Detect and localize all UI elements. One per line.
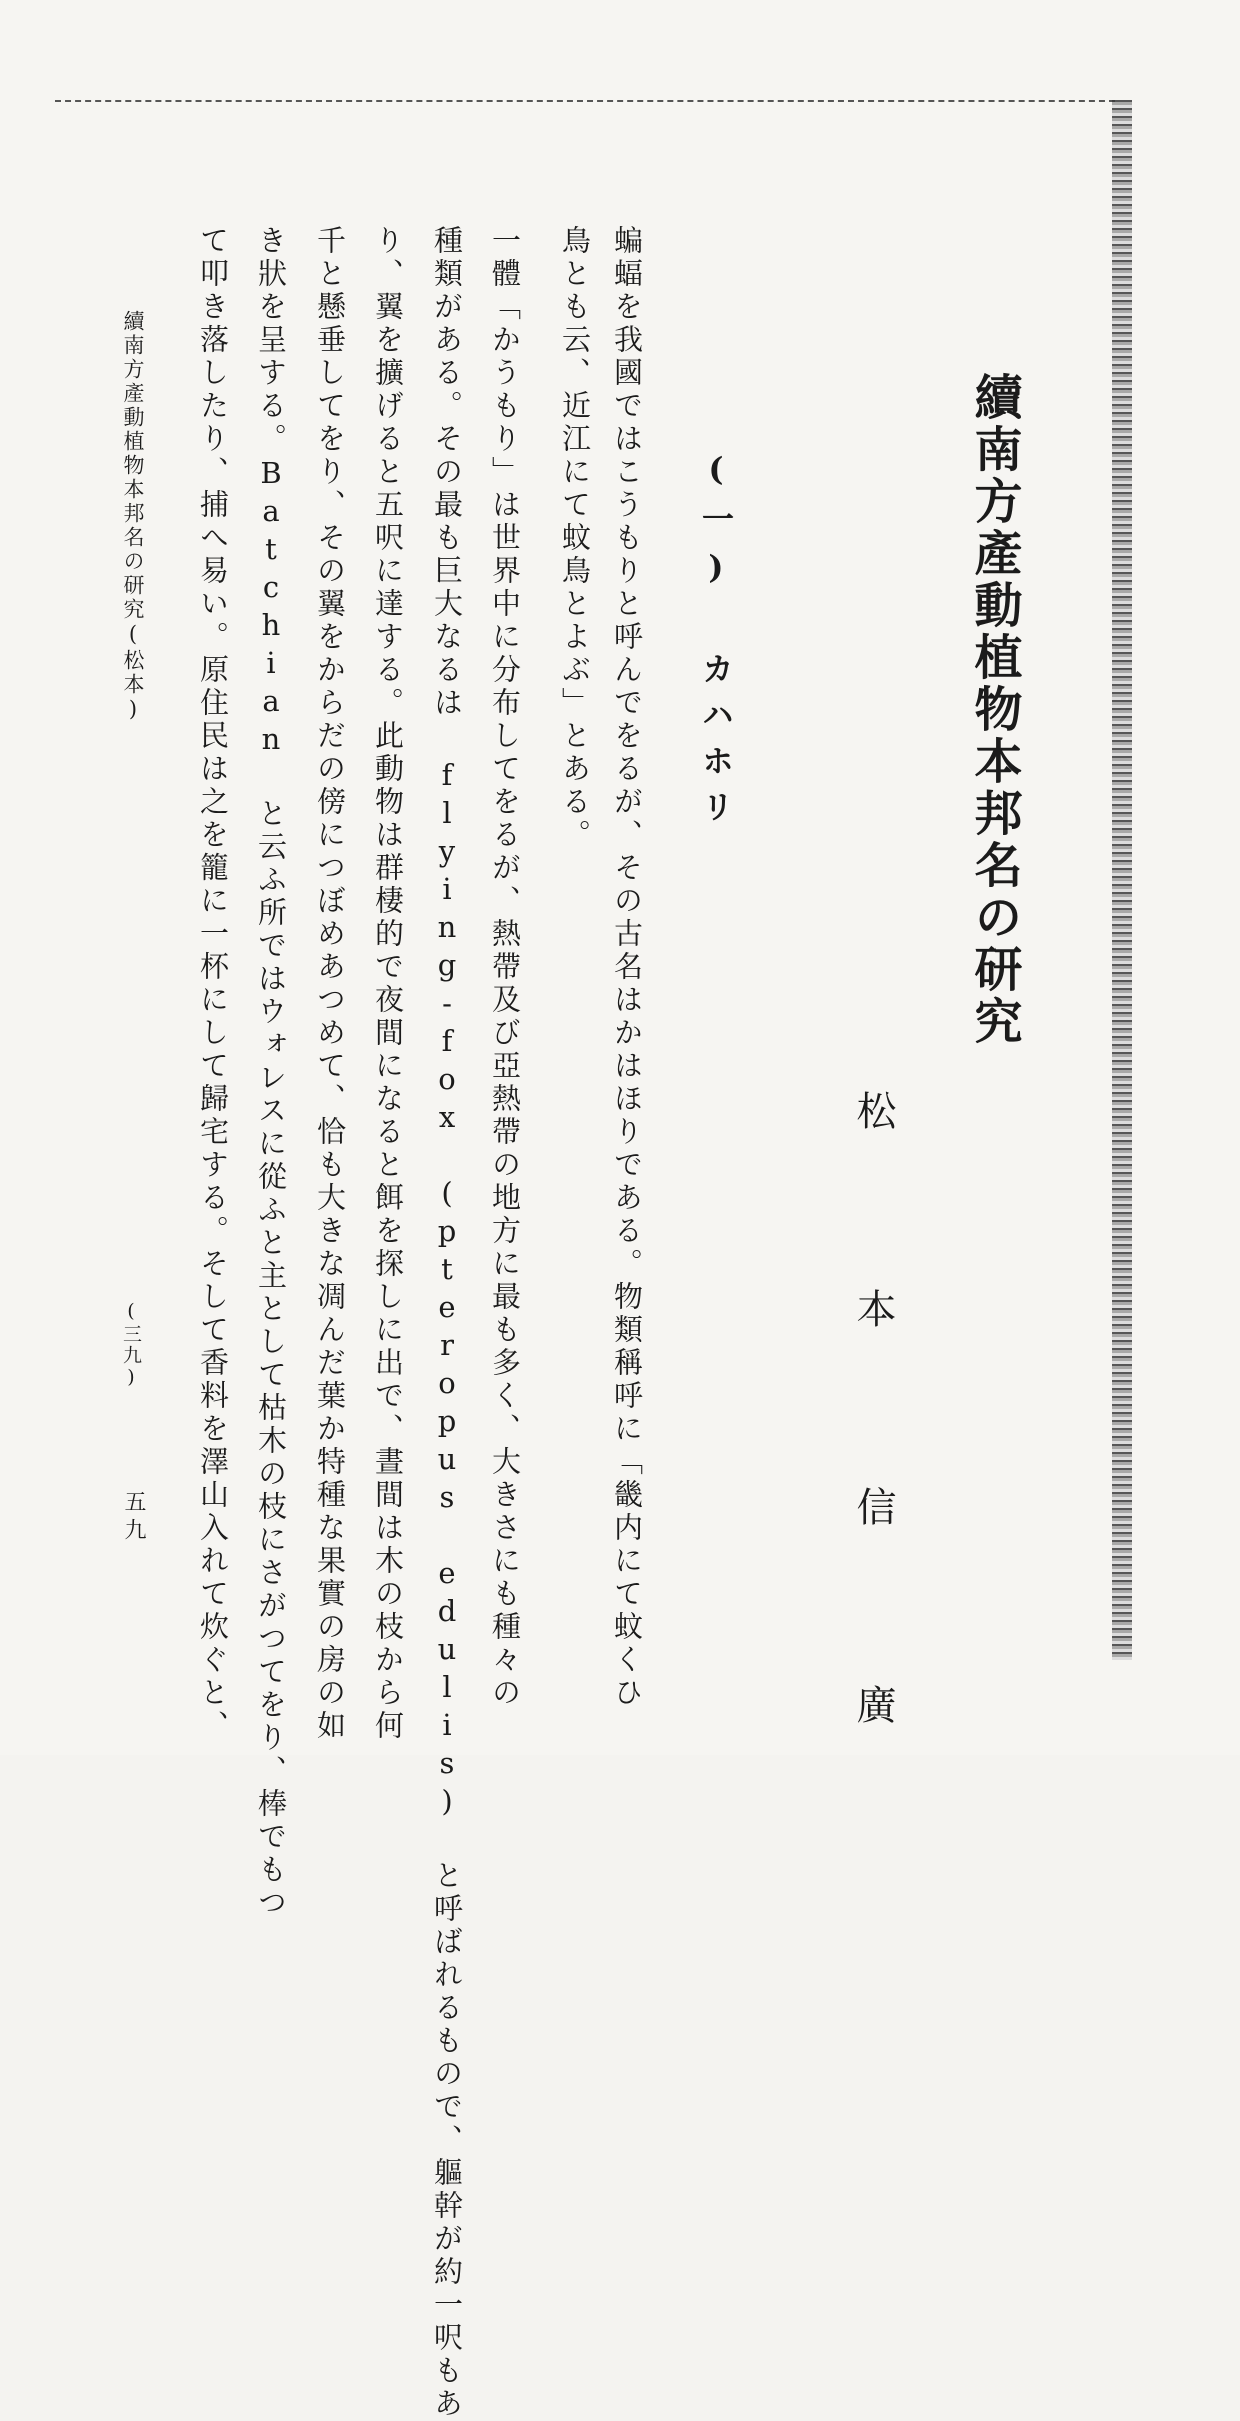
body-line: り、翼を擴げると五呎に達する。此動物は群棲的で夜間になると餌を探しに出で、晝間は木の枝から何 — [371, 225, 405, 1743]
article-author: 松 本 信 廣 — [850, 1090, 896, 1780]
body-line: 蝙蝠を我國ではこうもりと呼んでをるが、その古名はかはほりである。物類稱呼に「畿内にて蚊くひ — [610, 225, 644, 1710]
body-line: 千と懸垂してをり、その翼をからだの傍につぼめあつめて、恰も大きな凋んだ葉か特種な果實の房の如 — [313, 225, 347, 1743]
section-heading: (一) カハホリ — [697, 450, 735, 836]
page-number-parenthesized: (三九) — [120, 1300, 142, 1390]
binding-edge — [1112, 100, 1132, 1660]
top-rule — [55, 100, 1115, 102]
body-line: 種類がある。その最も巨大なるは flying-fox (pteropus edulis) と呼ばれるもので、軀幹が約一呎もあ — [430, 225, 464, 2421]
page-number: 五九 — [121, 1490, 146, 1546]
article-title: 續南方產動植物本邦名の研究 — [966, 372, 1022, 1048]
running-head: 續南方產動植物本邦名の研究(松本) — [121, 310, 145, 724]
body-line: て叩き落したり、捕へ易い。原住民は之を籠に一杯にして歸宅する。そして香料を澤山入れて炊ぐと、 — [196, 225, 230, 1743]
body-line: 一體「かうもり」は世界中に分布してをるが、熱帶及び亞熱帶の地方に最も多く、大きさにも種々の — [488, 225, 522, 1710]
body-line: 鳥とも云、近江にて蚊鳥とよぶ」とある。 — [558, 225, 592, 852]
body-line: き狀を呈する。Batchian と云ふ所ではウォレスに從ふと主として枯木の枝にさがつてをり、棒でもつ — [254, 225, 288, 1920]
